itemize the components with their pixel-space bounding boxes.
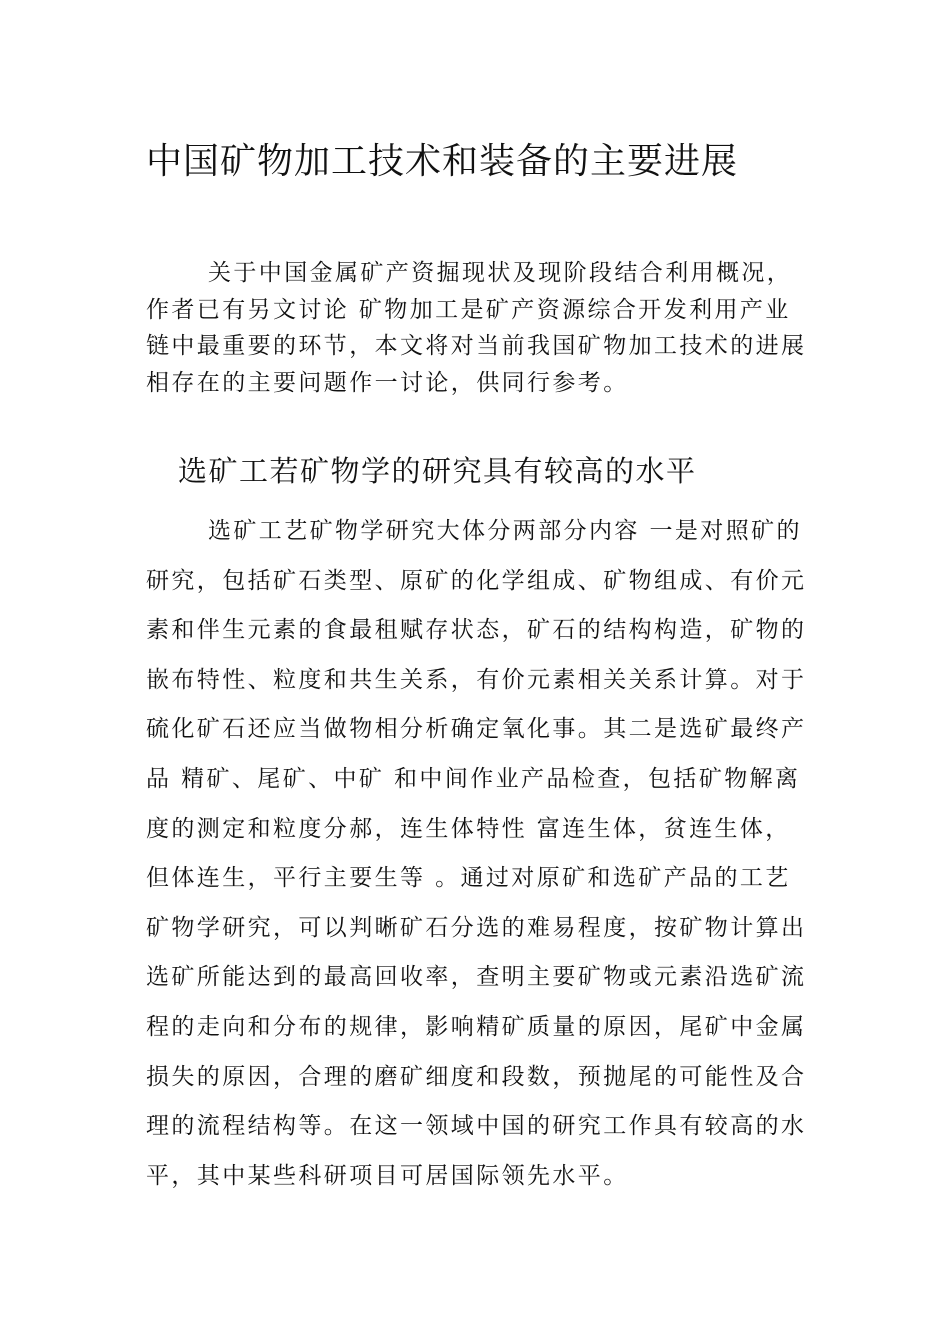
section-heading: 选矿工若矿物学的研究具有较高的水平 (178, 454, 697, 488)
document-title: 中国矿物加工技术和装备的主要进展 (146, 141, 739, 182)
intro-paragraph: 关于中国金属矿产资掘现状及现阶段结合利用概况，作者已有另文讨论 矿物加工是矿产资源综合开发利用产业链中最重要的环节，本文将对当前我国矿物加工技术的进展相存在的主要问题作一讨论，供同行参考。 (146, 260, 807, 397)
section-body-paragraph: 选矿工艺矿物学研究大体分两部分内容 一是对照矿的研究，包括矿石类型、原矿的化学组成、矿物组成、有价元素和伴生元素的食最租赋存状态，矿石的结构构造，矿物的嵌布特性、粒度和共生关系，有价元素相关关系计算。对于硫化矿石还应当做物相分析确定氧化事。其二是选矿最终产品 精矿、尾矿、中矿 和中间作业产品检查，包括矿物解离度的测定和粒度分郝，连生体特性 富连生体，贫连生体，但体连生，平行主要生等 。通过对原矿和选矿产品的工艺矿物学研究，可以判晰矿石分选的难易程度，按矿物计算出选矿所能达到的最高回收率，查明主要矿物或元素沿选矿流程的走向和分布的规律，影响精矿质量的原因，尾矿中金属损失的原因，合理的磨矿细度和段数，预抛尾的可能性及合理的流程结构等。在这一领域中国的研究工作具有较高的水平，其中某些科研项目可居国际领先水平。 (146, 518, 807, 1189)
